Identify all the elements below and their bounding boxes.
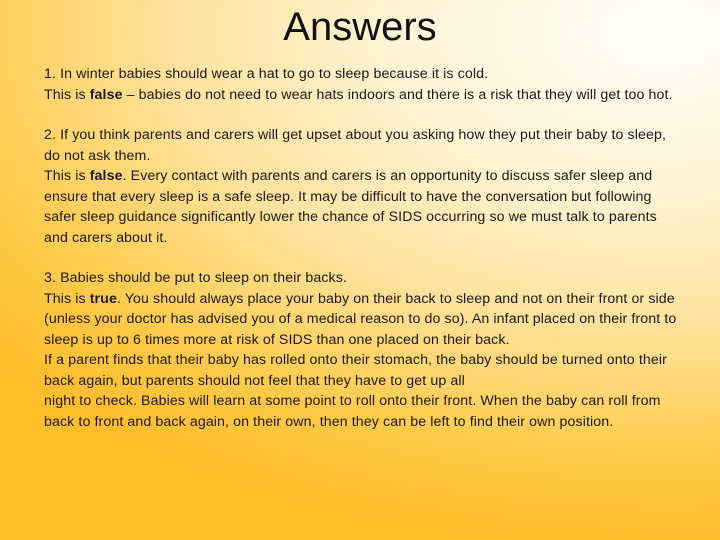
answer-prefix: This is [44,168,90,184]
answer-extra-text: If a parent finds that their baby has rolled onto their stomach, the baby should be turned onto their back again, but parents should not feel that they have to get up all [44,352,667,389]
answer-block-3 [44,268,684,432]
answer-verdict: true [89,290,117,307]
answer-explanation: . You should always place your baby on their back to sleep and not on their front or side (unless your doctor has advised you of a medical reason to do so). An infant placed on their front to sleep is up to 6 times more at risk of SIDS than one placed on their back. [44,290,677,348]
answer-verdict: false [89,168,123,184]
answer-prefix: This is [44,86,90,103]
answer-explanation: . Every contact with parents and carers is an opportunity to discuss safer sleep and ensure that every sleep is a safe sleep. It may be difficult to have the conversation but following safer sleep guidance significantly lower the chance of SIDS occurring so we must talk to parents and carers about it. [44,168,657,246]
question-text: 2. If you think parents and carers will get upset about you asking how they put their baby to sleep, do not ask them. [44,127,667,164]
answer-verdict: false [89,86,123,103]
question-text: 3. Babies should be put to sleep on their backs. [44,270,347,286]
answer-prefix: This is [44,290,90,307]
answer-block-1 [44,64,684,105]
answer-text [44,289,684,351]
page-title: Answers [283,5,437,49]
answer-explanation: – babies do not need to wear hats indoors and there is a risk that they will get too hot. [122,86,673,103]
answer-block-2 [44,125,684,248]
question-text: 1. In winter babies should wear a hat to go to sleep because it is cold. [44,66,489,82]
answers-body [44,64,684,432]
answer-extra-text: night to check. Babies will learn at some point to roll onto their front. When the baby can roll from back to front and back again, on their own, then they can be left to find their own position. [44,393,661,430]
answer-text [44,166,684,248]
answer-text [44,85,684,106]
